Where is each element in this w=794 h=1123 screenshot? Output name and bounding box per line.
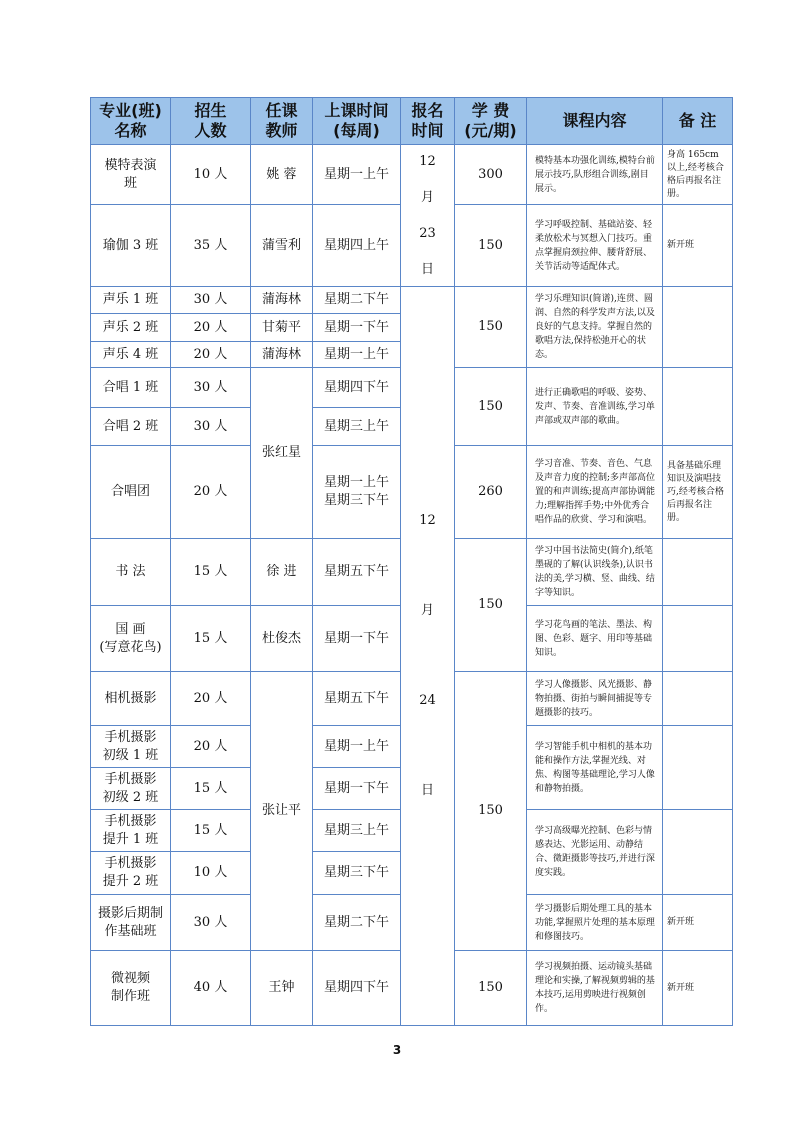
course-quota: 20 人: [171, 342, 251, 368]
course-content: 学习视频拍摄、运动镜头基础理论和实操,了解视频剪辑的基本技巧,运用剪映进行视频创作。: [527, 951, 663, 1026]
choir-teacher: 张红星: [251, 368, 313, 539]
course-name: 模特表演 班: [91, 145, 171, 205]
course-time: 星期三下午: [313, 852, 401, 895]
photo-fee: 150: [455, 672, 527, 951]
header-fee: 学 费 (元/期): [455, 98, 527, 145]
mobile-content: 学习智能手机中相机的基本功能和操作方法,掌握光线、对焦、构图等基础理论,学习人像和静物拍摄。: [527, 726, 663, 810]
course-time: 星期二下午: [313, 287, 401, 314]
vocal-note: [663, 287, 733, 368]
course-time: 星期一上午: [313, 145, 401, 205]
course-content: 学习花鸟画的笔法、墨法、构图、色彩、题字、用印等基础知识。: [527, 606, 663, 672]
course-note: [663, 606, 733, 672]
table-row: [91, 287, 733, 314]
photo-teacher: 张让平: [251, 672, 313, 951]
course-teacher: 王钟: [251, 951, 313, 1026]
choir-fee: 150: [455, 368, 527, 446]
course-note: 身高 165cm 以上,经考核合格后再报名注册。: [663, 145, 733, 205]
course-quota: 30 人: [171, 368, 251, 408]
header-quota: 招生 人数: [171, 98, 251, 145]
course-quota: 10 人: [171, 145, 251, 205]
course-quota: 30 人: [171, 895, 251, 951]
course-time: 星期三上午: [313, 810, 401, 852]
course-teacher: 甘菊平: [251, 314, 313, 342]
course-name: 合唱团: [91, 446, 171, 539]
course-name: 书 法: [91, 539, 171, 606]
table-row: [91, 145, 733, 205]
course-name: 相机摄影: [91, 672, 171, 726]
course-quota: 40 人: [171, 951, 251, 1026]
mobile-note: [663, 726, 733, 810]
course-time: 星期一下午: [313, 314, 401, 342]
course-quota: 20 人: [171, 726, 251, 768]
course-name: 微视频 制作班: [91, 951, 171, 1026]
course-content: 学习音准、节奏、音色、气息及声音力度的控制;多声部高位置的和声训练;提高声部协调能力;理解指挥手势;中外优秀合唱作品的欣赏、学习和演唱。: [527, 446, 663, 539]
signup-date-1: 12 月 23 日: [401, 145, 455, 287]
course-quota: 10 人: [171, 852, 251, 895]
course-time: 星期四下午: [313, 368, 401, 408]
course-time: 星期一上午: [313, 342, 401, 368]
course-fee: 150: [455, 205, 527, 287]
course-time: 星期四上午: [313, 205, 401, 287]
art-fee: 150: [455, 539, 527, 672]
course-name: 手机摄影 初级 1 班: [91, 726, 171, 768]
course-quota: 15 人: [171, 606, 251, 672]
course-fee: 150: [455, 951, 527, 1026]
course-note: [663, 539, 733, 606]
course-time: 星期一下午: [313, 768, 401, 810]
course-content: 学习呼吸控制、基础站姿、轻柔放松术与冥想入门技巧。重点掌握肩颈拉伸、腰背舒展、关节活动等适配体式。: [527, 205, 663, 287]
course-time: 星期三上午: [313, 408, 401, 446]
course-time: 星期四下午: [313, 951, 401, 1026]
course-time: 星期二下午: [313, 895, 401, 951]
choir-note: [663, 368, 733, 446]
signup-date-2: 12 月 24 日: [401, 287, 455, 1026]
course-quota: 30 人: [171, 408, 251, 446]
course-quota: 20 人: [171, 672, 251, 726]
course-note: 新开班: [663, 951, 733, 1026]
course-name: 声乐 4 班: [91, 342, 171, 368]
course-teacher: 杜俊杰: [251, 606, 313, 672]
header-teacher: 任课 教师: [251, 98, 313, 145]
header-row: [91, 98, 733, 145]
course-name: 手机摄影 初级 2 班: [91, 768, 171, 810]
course-content: 学习中国书法简史(简介),纸笔墨砚的了解(认识线条),认识书法的美,学习横、竖、曲线、结字等知识。: [527, 539, 663, 606]
course-content: 学习摄影后期处理工具的基本功能,掌握照片处理的基本原理和修图技巧。: [527, 895, 663, 951]
course-quota: 20 人: [171, 314, 251, 342]
course-name: 合唱 2 班: [91, 408, 171, 446]
course-quota: 15 人: [171, 768, 251, 810]
header-note: 备 注: [663, 98, 733, 145]
course-name: 瑜伽 3 班: [91, 205, 171, 287]
course-quota: 30 人: [171, 287, 251, 314]
page-number: 3: [392, 1043, 402, 1057]
course-teacher: 蒲雪利: [251, 205, 313, 287]
course-name: 摄影后期制 作基础班: [91, 895, 171, 951]
header-major: 专业(班) 名称: [91, 98, 171, 145]
mobile-adv-content: 学习高级曝光控制、色彩与情感表达、光影运用、动静结合、微距摄影等技巧,并进行深度实践。: [527, 810, 663, 895]
course-table: [90, 97, 733, 1026]
course-time: 星期五下午: [313, 539, 401, 606]
mobile-adv-note: [663, 810, 733, 895]
course-quota: 15 人: [171, 810, 251, 852]
course-note: [663, 672, 733, 726]
course-name: 手机摄影 提升 2 班: [91, 852, 171, 895]
course-quota: 20 人: [171, 446, 251, 539]
course-name: 手机摄影 提升 1 班: [91, 810, 171, 852]
course-time: 星期一上午: [313, 726, 401, 768]
header-time: 上课时间 (每周): [313, 98, 401, 145]
header-signup: 报名 时间: [401, 98, 455, 145]
course-time: 星期一下午: [313, 606, 401, 672]
course-content: 学习人像摄影、风光摄影、静物拍摄、街拍与瞬间捕捉等专题摄影的技巧。: [527, 672, 663, 726]
vocal-content: 学习乐理知识(简谱),连贯、圆润、自然的科学发声方法,以及良好的气息支持。掌握自然的歌唱方法,保持松弛开心的状态。: [527, 287, 663, 368]
course-note: 新开班: [663, 895, 733, 951]
choir-content: 进行正确歌唱的呼吸、姿势、发声、节奏、音准训练,学习单声部或双声部的歌曲。: [527, 368, 663, 446]
course-fee: 260: [455, 446, 527, 539]
course-name: 合唱 1 班: [91, 368, 171, 408]
vocal-fee: 150: [455, 287, 527, 368]
header-content: 课程内容: [527, 98, 663, 145]
course-time: 星期一上午 星期三下午: [313, 446, 401, 539]
course-name: 国 画 (写意花鸟): [91, 606, 171, 672]
course-name: 声乐 1 班: [91, 287, 171, 314]
course-quota: 15 人: [171, 539, 251, 606]
course-teacher: 姚 蓉: [251, 145, 313, 205]
course-teacher: 蒲海林: [251, 287, 313, 314]
course-note: 新开班: [663, 205, 733, 287]
course-name: 声乐 2 班: [91, 314, 171, 342]
course-content: 模特基本功强化训练,模特台前展示技巧,队形组合训练,剧目展示。: [527, 145, 663, 205]
course-fee: 300: [455, 145, 527, 205]
course-time: 星期五下午: [313, 672, 401, 726]
course-teacher: 徐 进: [251, 539, 313, 606]
course-note: 具备基础乐理知识及演唱技巧,经考核合格后再报名注册。: [663, 446, 733, 539]
course-teacher: 蒲海林: [251, 342, 313, 368]
course-quota: 35 人: [171, 205, 251, 287]
